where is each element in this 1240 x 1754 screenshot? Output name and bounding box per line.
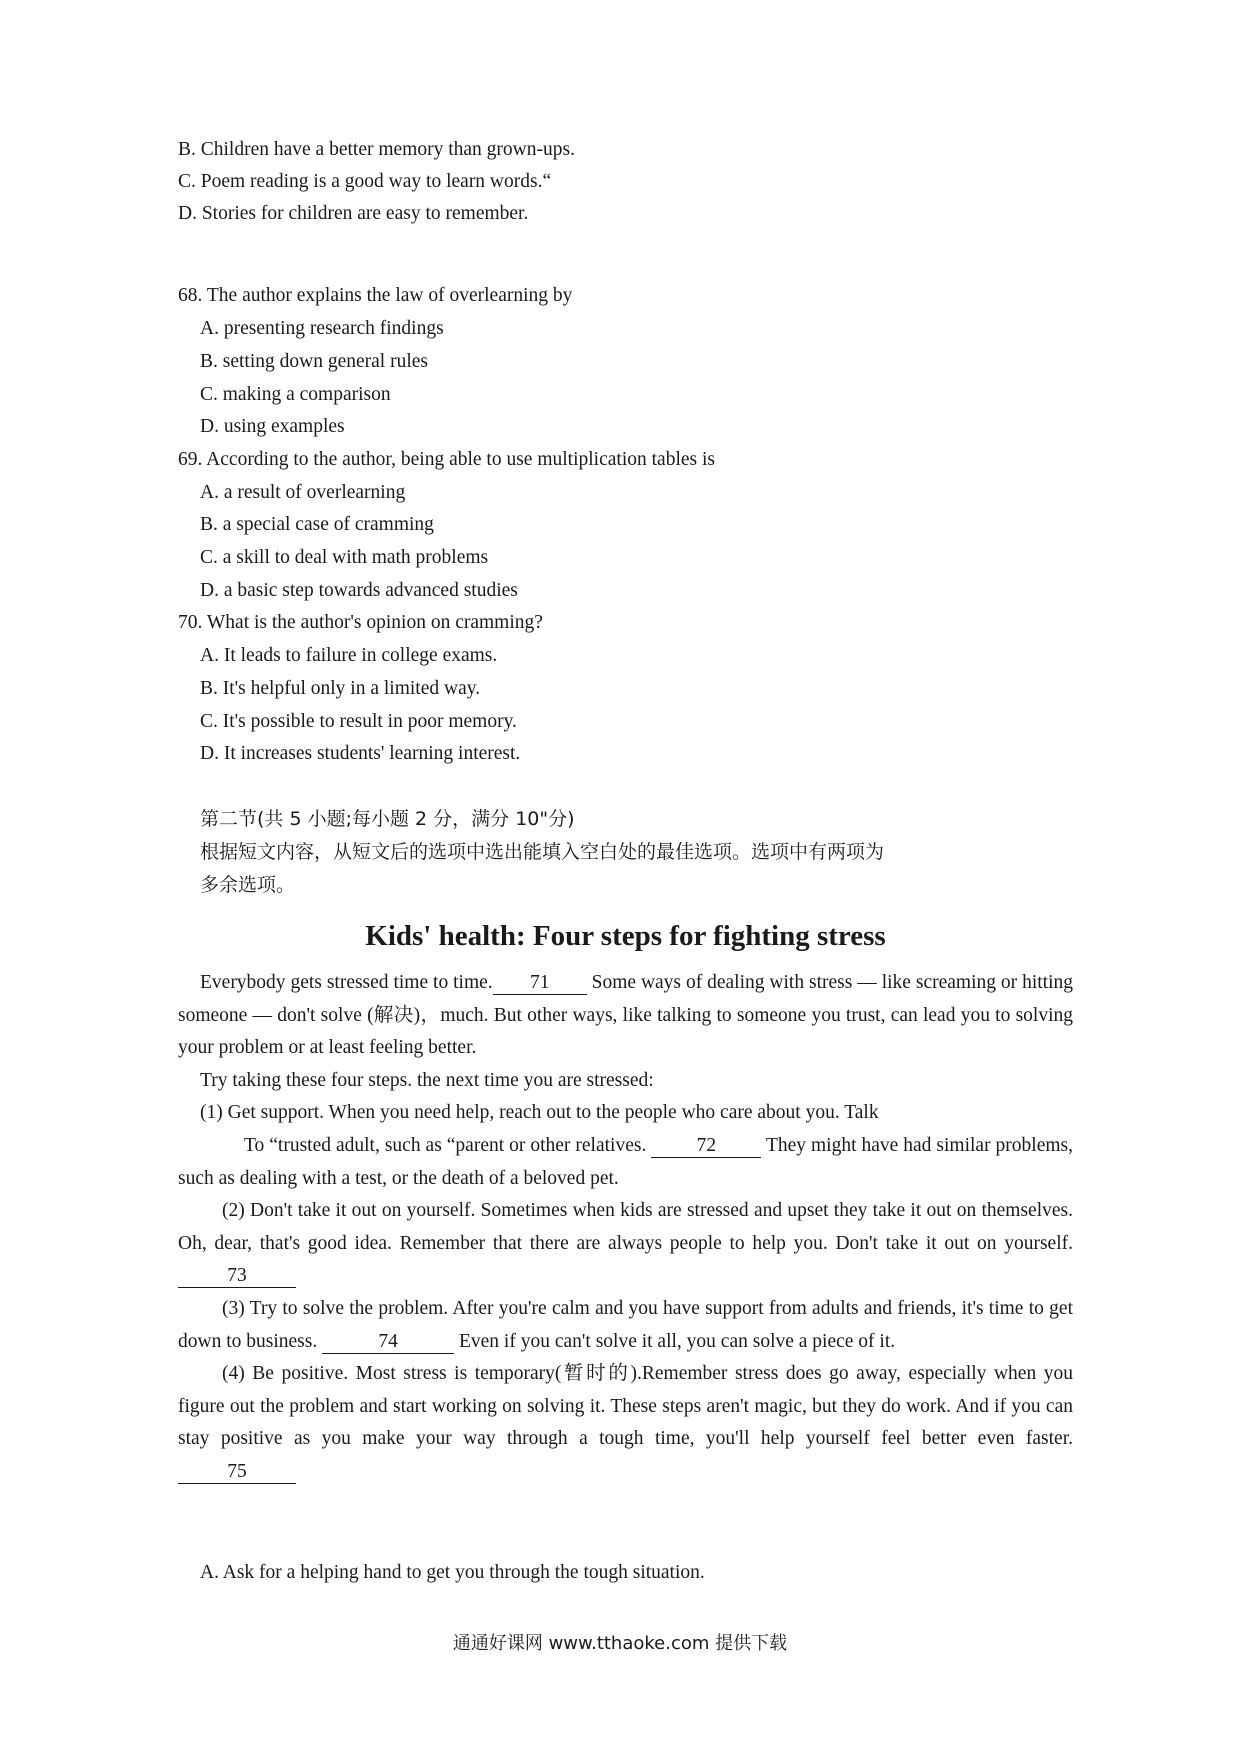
paragraph-steps-intro: Try taking these four steps. the next time you are stressed: [200, 1069, 654, 1091]
q70-option-b: B. It's helpful only in a limited way. [200, 678, 481, 699]
paragraph-intro [178, 967, 1073, 1065]
q70-option-a: A. It leads to failure in college exams. [200, 645, 498, 666]
q70-option-c: C. It's possible to result in poor memory. [200, 711, 517, 732]
paragraph-step1-text-a: To “trusted adult, such as “parent or other relatives. [244, 1134, 647, 1156]
blank-74: 74 [322, 1331, 454, 1354]
blank-73: 73 [178, 1265, 296, 1288]
q69-option-a: A. a result of overlearning [200, 482, 406, 503]
q68-option-a: A. presenting research findings [200, 318, 444, 339]
paragraph-step2-text: (2) Don't take it out on yourself. Sometimes when kids are stressed and upset they take it out on themselves. Oh, dear, that's good idea. Remember that there are always people to help you. Don't take it out on yourself. [178, 1200, 1073, 1254]
paragraph-intro-text-a: Everybody gets stressed time to time. [200, 972, 493, 993]
blank-72: 72 [651, 1135, 761, 1158]
section-instruction-line2: 多余选项。 [200, 874, 296, 896]
paragraph-step3-text-b: Even if you can't solve it all, you can solve a piece of it. [454, 1330, 896, 1352]
q67-option-b: B. Children have a better memory than grown-ups. [178, 139, 575, 160]
q70-stem: 70. What is the author's opinion on cramming? [178, 612, 543, 633]
section-heading: 第二节(共 5 小题;每小题 2 分，满分 10"分) [200, 808, 575, 830]
footer-source: 通通好课网 www.tthaoke.com 提供下载 [452, 1633, 788, 1654]
paragraph-step3-text-a: (3) Try to solve the problem. After you're calm and you have support from adults and friends, it's time to get down to business. [178, 1297, 1073, 1352]
paragraph-step4 [178, 1358, 1073, 1488]
section-instruction-line1: 根据短文内容，从短文后的选项中选出能填入空白处的最佳选项。选项中有两项为 [200, 841, 885, 863]
paragraph-step2 [178, 1195, 1073, 1293]
q68-option-b: B. setting down general rules [200, 351, 428, 372]
q70-option-d: D. It increases students' learning interest. [200, 743, 521, 764]
q69-option-b: B. a special case of cramming [200, 514, 434, 535]
blank-75: 75 [178, 1461, 296, 1484]
q69-option-d: D. a basic step towards advanced studies [200, 580, 518, 601]
blank-71: 71 [493, 972, 587, 995]
q67-option-c: C. Poem reading is a good way to learn words.“ [178, 171, 552, 192]
q68-option-d: D. using examples [200, 416, 345, 437]
q69-stem: 69. According to the author, being able to use multiplication tables is [178, 449, 715, 470]
paragraph-step1-text-b: They might have had similar problems, such as dealing with a test, or the death of a beloved pet. [178, 1134, 1073, 1189]
passage-body [178, 967, 1073, 1489]
paragraph-intro-text-b: Some ways of dealing with stress — like screaming or hitting someone — don't solve (解决)，much. But other ways, like talking to someone you trust, can lead you to solving your problem or at least feeling better. [178, 972, 1073, 1059]
paragraph-step1 [178, 1130, 1073, 1195]
q69-option-c: C. a skill to deal with math problems [200, 547, 489, 568]
q68-option-c: C. making a comparison [200, 384, 391, 405]
paragraph-step1-line1: (1) Get support. When you need help, reach out to the people who care about you. Talk [200, 1102, 879, 1124]
answer-option-a: A. Ask for a helping hand to get you through the tough situation. [200, 1562, 705, 1583]
passage-title: Kids' health: Four steps for fighting stress [365, 920, 886, 952]
q67-option-d: D. Stories for children are easy to remember. [178, 203, 529, 224]
q68-stem: 68. The author explains the law of overlearning by [178, 285, 573, 306]
paragraph-step3 [178, 1293, 1073, 1358]
paragraph-step4-text: (4) Be positive. Most stress is temporary(暂时的).Remember stress does go away, especially when you figure out the problem and start working on solving it. These steps aren't magic, but they do work. And if you can stay positive as you make your way through a tough time, you'll help yourself feel better even faster. [178, 1363, 1073, 1450]
